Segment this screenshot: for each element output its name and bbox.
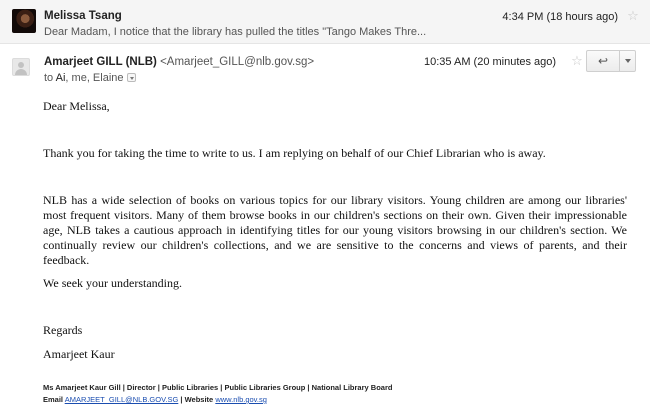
body-understanding: We seek your understanding.: [43, 276, 182, 290]
reply-arrow-icon: ↩: [597, 54, 609, 68]
sender-name[interactable]: Amarjeet GILL (NLB): [44, 56, 157, 68]
signature-line-1: Ms Amarjeet Kaur Gill | Director | Public Libraries | Public Libraries Group | National Library Board: [43, 383, 393, 392]
website-label: Website: [184, 395, 214, 404]
default-avatar-icon: [12, 58, 30, 76]
email-link[interactable]: AMARJEET_GILL@NLB.GOV.SG: [64, 395, 179, 404]
collapsed-message[interactable]: [0, 0, 650, 44]
sender-avatar: [12, 9, 36, 33]
recipient-first: Ai: [55, 72, 66, 84]
signature-contact-line: [43, 395, 267, 404]
star-icon[interactable]: ☆: [627, 9, 639, 24]
sender-email: <Amarjeet_GILL@nlb.gov.sg>: [160, 56, 315, 68]
collapsed-timestamp: 4:34 PM (18 hours ago): [502, 11, 618, 23]
collapsed-sender-name: Melissa Tsang: [44, 10, 122, 22]
star-icon[interactable]: ☆: [571, 54, 583, 69]
show-details-dropdown-icon[interactable]: [127, 73, 136, 82]
reply-button[interactable]: [587, 51, 620, 71]
recipients-rest: , me, Elaine: [65, 72, 124, 84]
body-paragraph-2: NLB has a wide selection of books on various topics for our library visitors. Young children are among our libraries' most frequent visitors. Many of them browse books in our children's sections on their own. Given their impressionable age, NLB takes a cautious approach in identifying titles for our young visitors browsing in our children's section. We continually review our children's collections, and we are sensitive to the concerns and views of parents, and their feedback.: [43, 193, 627, 267]
body-signer: Amarjeet Kaur: [43, 347, 115, 361]
body-greeting: Dear Melissa,: [43, 99, 110, 113]
signature-title-line: [43, 383, 392, 392]
message-timestamp: 10:35 AM (20 minutes ago): [424, 56, 557, 68]
body-paragraph-1: Thank you for taking the time to write to us. I am replying on behalf of our Chief Librarian who is away.: [43, 146, 546, 160]
sender-line: [44, 56, 314, 68]
message-header: [0, 44, 650, 88]
collapsed-snippet: Dear Madam, I notice that the library has pulled the titles "Tango Makes Thre...: [44, 26, 427, 38]
email-label: Email: [43, 395, 64, 404]
to-label: to: [44, 72, 54, 84]
reply-button-group: [586, 50, 636, 72]
signature-separator: |: [180, 395, 183, 404]
recipients-line: [44, 72, 136, 84]
website-link[interactable]: www.nlb.gov.sg: [215, 395, 267, 404]
body-regards: Regards: [43, 323, 83, 337]
more-options-button[interactable]: [620, 51, 635, 71]
